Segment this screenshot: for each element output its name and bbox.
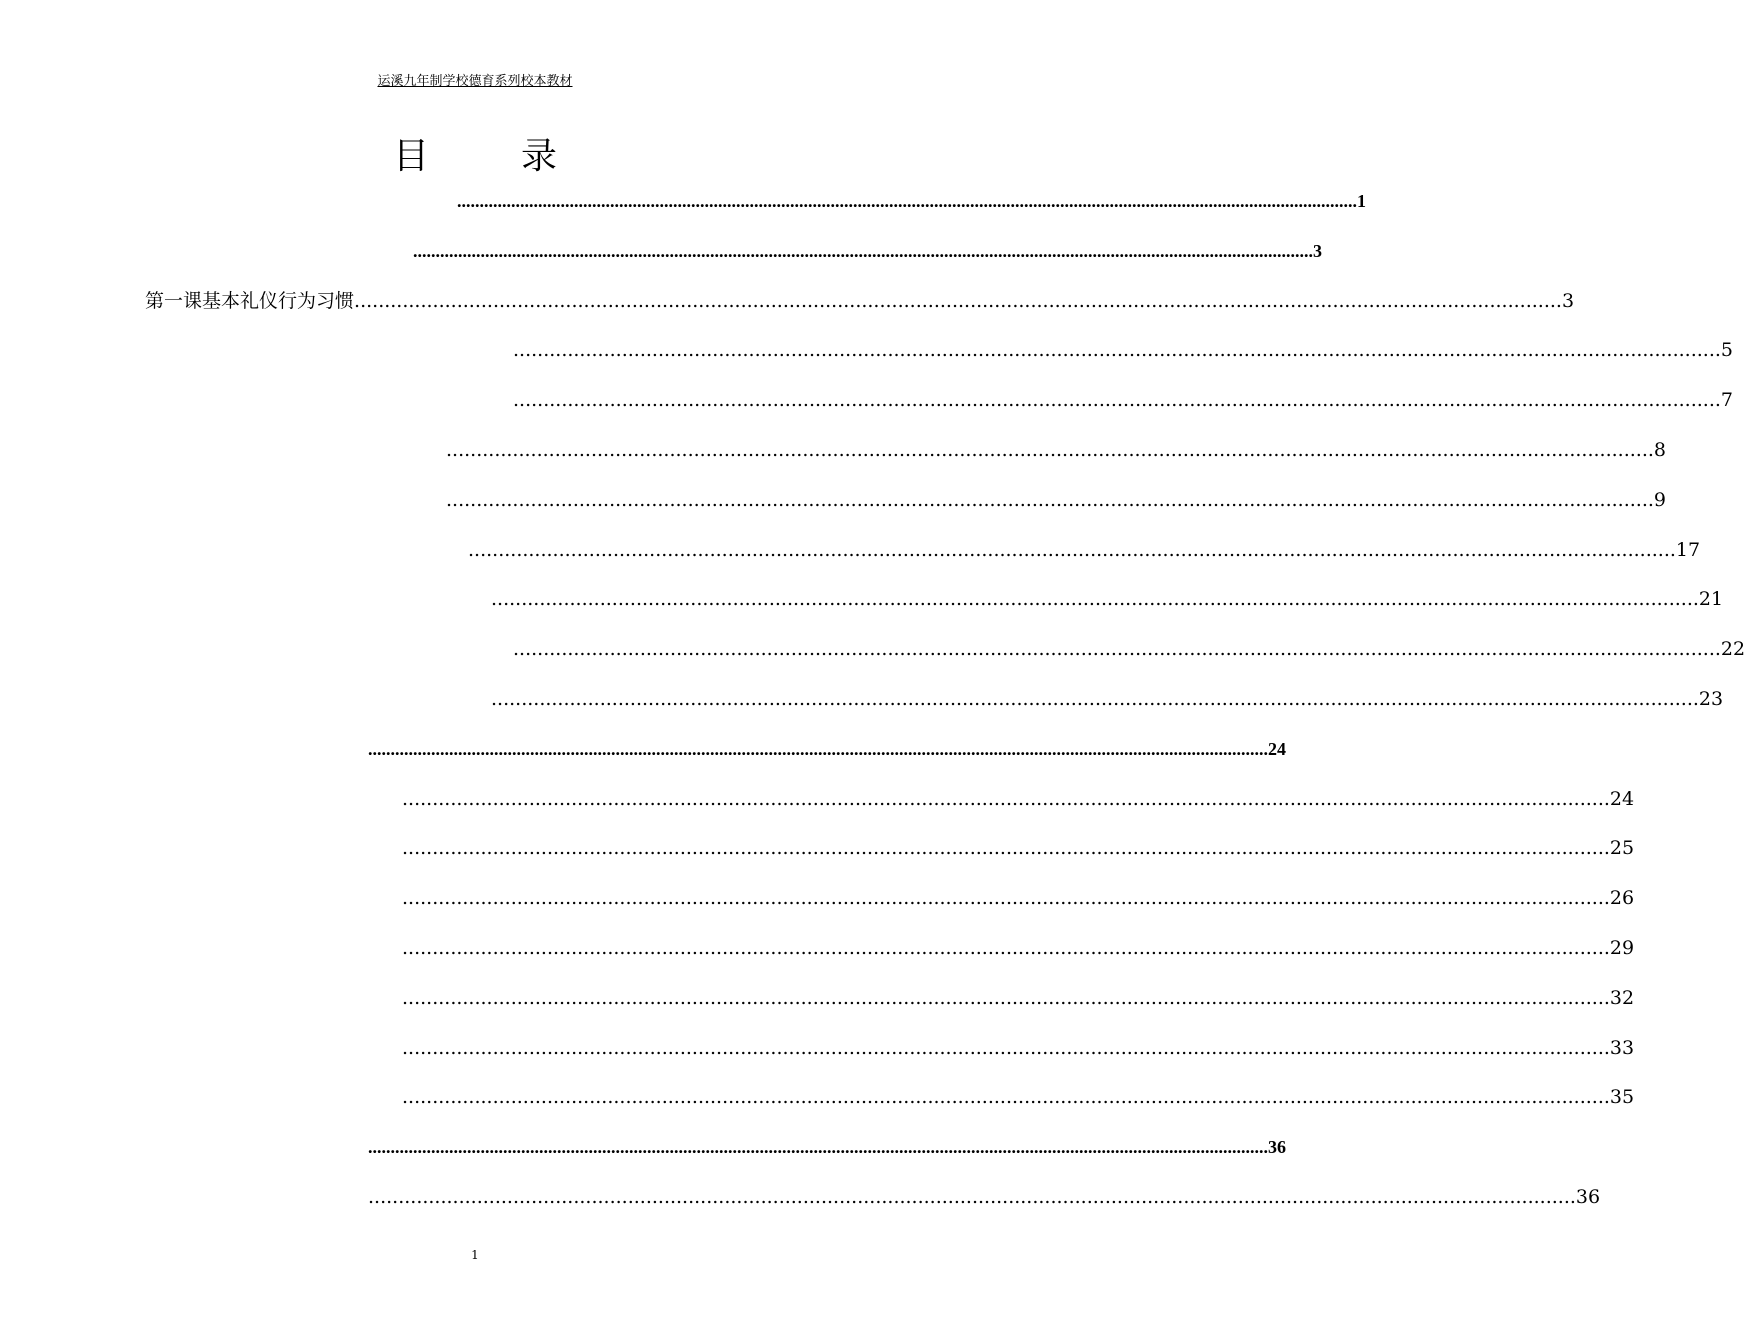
toc-leader-dots: ........................................................................................................................................................................................................ <box>513 389 1721 412</box>
toc-entry-title: 基本礼仪行为习惯 <box>202 289 355 312</box>
toc-entry-lesson: 第一课 <box>145 289 203 312</box>
toc-entry[interactable] <box>446 485 1667 515</box>
toc-entry[interactable] <box>513 634 1745 664</box>
running-header-text: 运溪九年制学校德育系列校本教材 <box>377 74 573 89</box>
toc-entry-page: 1 <box>1357 191 1366 211</box>
page-title: 目 录 <box>392 136 585 177</box>
toc-leader-dots: ........................................................................................................................................................................................................ <box>402 986 1610 1009</box>
toc-entry[interactable] <box>402 1082 1635 1112</box>
toc-leader-dots: ........................................................................................................................................................................................................ <box>402 887 1610 910</box>
toc-entry-page: 3 <box>1313 240 1322 261</box>
toc-entry[interactable] <box>402 833 1635 863</box>
toc-entry-page: 21 <box>1698 588 1724 611</box>
toc-leader-dots: ........................................................................................................................................................................................................ <box>402 787 1610 810</box>
toc-entry-page: 23 <box>1698 688 1724 710</box>
toc-leader-dots: ........................................................................................................................................................................................................ <box>368 1186 1576 1208</box>
toc-leader-dots: ........................................................................................................................................................................................................ <box>446 439 1654 461</box>
toc-entry[interactable] <box>513 385 1734 415</box>
toc-leader-dots: ........................................................................................................................................................................................................ <box>354 289 1562 312</box>
toc-entry[interactable] <box>413 236 1322 266</box>
toc-entry[interactable] <box>402 933 1635 963</box>
toc-entry-page: 22 <box>1720 638 1745 661</box>
toc-leader-dots: ........................................................................................................................................................................................................ <box>402 1086 1610 1109</box>
toc-leader-dots: ........................................................................................................................................................................................................ <box>402 837 1610 860</box>
toc-entry[interactable] <box>491 684 1724 714</box>
toc-leader-dots: ........................................................................................................................................................................................................ <box>491 688 1699 710</box>
toc-entry[interactable] <box>491 584 1724 614</box>
toc-leader-dots: ........................................................................................................................................................................................................ <box>368 738 1268 759</box>
toc-entry-page: 36 <box>1575 1186 1601 1208</box>
toc-entry-page: 32 <box>1609 986 1635 1009</box>
toc-entry[interactable] <box>402 1033 1635 1063</box>
toc-entry-page: 7 <box>1720 389 1734 412</box>
toc-entry-page: 25 <box>1609 837 1635 860</box>
toc-entry-page: 26 <box>1609 887 1635 910</box>
toc-leader-dots: ........................................................................................................................................................................................................ <box>513 339 1721 362</box>
toc-entry[interactable] <box>446 435 1667 465</box>
toc-leader-dots: ........................................................................................................................................................................................................ <box>368 1137 1268 1158</box>
toc-leader-dots: ........................................................................................................................................................................................................ <box>513 638 1721 661</box>
page-number: 1 <box>471 1248 479 1262</box>
toc-entry-page: 5 <box>1720 339 1734 362</box>
toc-entry[interactable] <box>468 535 1701 565</box>
toc-entry-page: 17 <box>1675 538 1701 561</box>
toc-entry[interactable] <box>368 734 1286 764</box>
toc-leader-dots: ........................................................................................................................................................................................................ <box>457 191 1357 211</box>
running-header <box>0 70 950 89</box>
toc-entry[interactable] <box>402 983 1635 1013</box>
toc-leader-dots: ........................................................................................................................................................................................................ <box>413 240 1313 261</box>
toc-entry-page: 33 <box>1609 1036 1635 1059</box>
toc-leader-dots: ........................................................................................................................................................................................................ <box>446 488 1654 511</box>
toc-entry[interactable] <box>457 186 1366 216</box>
toc-entry-page: 36 <box>1268 1137 1286 1158</box>
toc-leader-dots: ........................................................................................................................................................................................................ <box>402 1036 1610 1059</box>
toc-entry[interactable] <box>368 1132 1286 1162</box>
toc-entry-page: 24 <box>1268 738 1286 759</box>
toc-entry[interactable] <box>402 784 1635 814</box>
toc-entry[interactable] <box>145 286 1575 316</box>
toc-entry[interactable] <box>513 335 1734 365</box>
toc-entry[interactable] <box>368 1182 1601 1212</box>
toc-entry-page: 9 <box>1653 488 1667 511</box>
toc-leader-dots: ........................................................................................................................................................................................................ <box>468 538 1676 561</box>
toc-entry-page: 8 <box>1653 439 1667 461</box>
toc-entry-page: 29 <box>1609 937 1635 959</box>
toc-entry[interactable] <box>402 883 1635 913</box>
toc-leader-dots: ........................................................................................................................................................................................................ <box>491 588 1699 611</box>
toc-entry-page: 3 <box>1561 289 1575 312</box>
toc-entry-page: 24 <box>1609 787 1635 810</box>
toc-entry-page: 35 <box>1609 1086 1635 1109</box>
toc-leader-dots: ........................................................................................................................................................................................................ <box>402 937 1610 959</box>
